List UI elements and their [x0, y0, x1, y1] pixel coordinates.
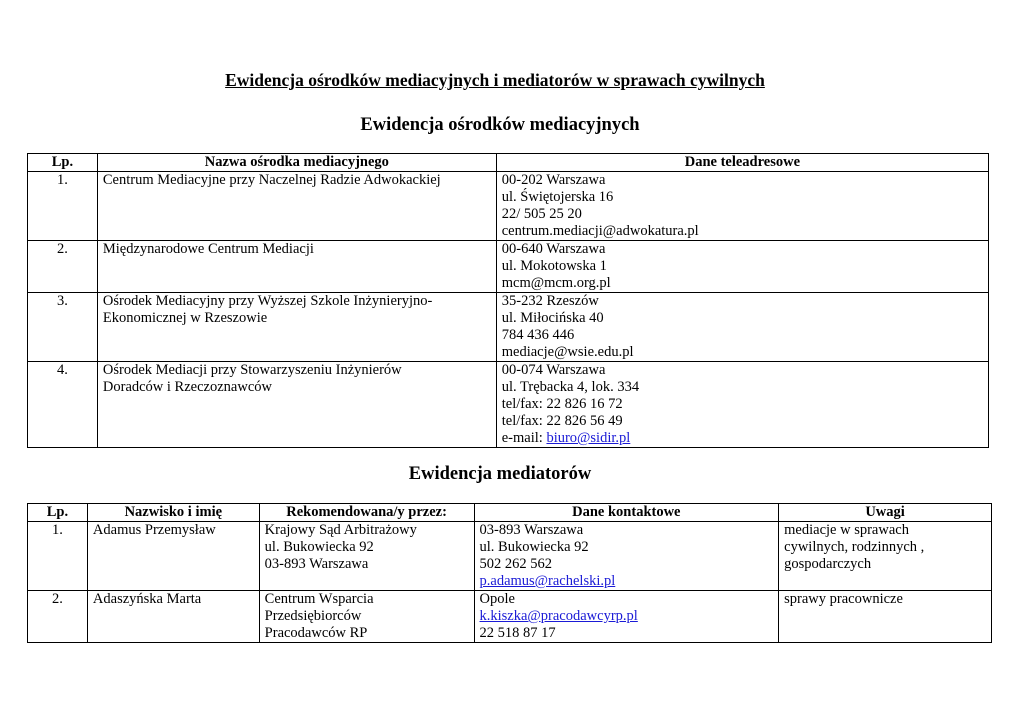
recommended-line: ul. Bukowiecka 92	[264, 539, 374, 555]
contact-line: 22 518 87 17	[479, 625, 556, 641]
header-contact-data: Dane teleadresowe	[496, 154, 988, 172]
header-notes: Uwagi	[779, 504, 992, 522]
header-center-name: Nazwa ośrodka mediacyjnego	[97, 154, 496, 172]
row-number: 1.	[28, 172, 98, 241]
table-row	[28, 172, 989, 241]
notes-line: mediacje w sprawach	[784, 522, 909, 538]
recommended-line: Pracodawców RP	[264, 625, 368, 641]
center-name-cell	[97, 172, 496, 241]
email-line	[502, 430, 983, 447]
recommended-line: 03-893 Warszawa	[264, 556, 369, 572]
contact-line: 00-074 Warszawa	[501, 362, 606, 378]
center-contact-cell	[496, 293, 988, 362]
contact-line: tel/fax: 22 826 56 49	[501, 413, 623, 429]
contact-line: centrum.mediacji@adwokatura.pl	[501, 223, 699, 239]
center-name-line: Doradców i Rzeczoznawców	[102, 379, 272, 395]
contact-line: 35-232 Rzeszów	[501, 293, 599, 309]
contact-line: ul. Mokotowska 1	[501, 258, 607, 274]
email-link[interactable]: p.adamus@rachelski.pl	[479, 573, 616, 589]
email-link[interactable]: biuro@sidir.pl	[546, 430, 631, 446]
email-prefix: e-mail:	[501, 430, 547, 446]
notes-line: cywilnych, rodzinnych ,	[784, 539, 925, 555]
table-row	[28, 522, 992, 591]
document-title: Ewidencja ośrodków mediacyjnych i mediatorów w sprawach cywilnych	[225, 70, 765, 90]
contact-line: ul. Miłocińska 40	[501, 310, 604, 326]
contact-line: 00-202 Warszawa	[501, 172, 606, 188]
contact-line: mcm@mcm.org.pl	[501, 275, 611, 291]
contact-line: mediacje@wsie.edu.pl	[501, 344, 634, 360]
row-number: 3.	[28, 293, 98, 362]
contact-line: tel/fax: 22 826 16 72	[501, 396, 623, 412]
mediator-contact-cell	[474, 591, 779, 643]
centers-section-title: Ewidencja ośrodków mediacyjnych	[360, 115, 640, 135]
header-contact-details: Dane kontaktowe	[474, 504, 779, 522]
center-name-cell	[97, 241, 496, 293]
contact-line: ul. Świętojerska 16	[501, 189, 614, 205]
contact-line: 00-640 Warszawa	[501, 241, 606, 257]
recommended-line: Krajowy Sąd Arbitrażowy	[264, 522, 417, 538]
center-name-line: Ośrodek Mediacji przy Stowarzyszeniu Inżynierów	[102, 362, 402, 378]
recommended-line: Przedsiębiorców	[264, 608, 362, 624]
recommended-line: Centrum Wsparcia	[264, 591, 374, 607]
contact-line: 22/ 505 25 20	[501, 206, 582, 222]
recommended-by-cell	[259, 522, 474, 591]
notes-line: sprawy pracownicze	[784, 591, 903, 607]
row-number: 2.	[28, 591, 88, 643]
mediator-contact-cell	[474, 522, 779, 591]
mediator-name-cell: Adamus Przemysław	[87, 522, 259, 591]
notes-cell	[779, 522, 992, 591]
header-recommended-by: Rekomendowana/y przez:	[259, 504, 474, 522]
center-name-cell	[97, 362, 496, 448]
center-contact-cell	[496, 172, 988, 241]
contact-line: Opole	[479, 591, 515, 607]
table-row	[28, 293, 989, 362]
mediators-header-row	[28, 504, 992, 522]
mediators-table	[27, 503, 992, 643]
notes-line: gospodarczych	[784, 556, 872, 572]
center-contact-cell	[496, 241, 988, 293]
center-name-line: Ośrodek Mediacyjny przy Wyższej Szkole Inżynieryjno-	[102, 293, 433, 309]
email-link[interactable]: k.kiszka@pracodawcyrp.pl	[479, 608, 638, 624]
center-name-line: Centrum Mediacyjne przy Naczelnej Radzie Adwokackiej	[102, 172, 441, 188]
centers-table	[27, 153, 989, 448]
contact-line: 784 436 446	[501, 327, 575, 343]
contact-line: 502 262 562	[479, 556, 553, 572]
row-number: 2.	[28, 241, 98, 293]
center-name-cell	[97, 293, 496, 362]
table-row	[28, 591, 992, 643]
table-row	[28, 362, 989, 448]
header-full-name: Nazwisko i imię	[87, 504, 259, 522]
center-name-line: Ekonomicznej w Rzeszowie	[102, 310, 268, 326]
row-number: 4.	[28, 362, 98, 448]
mediators-section-title: Ewidencja mediatorów	[408, 464, 592, 484]
mediator-name-cell: Adaszyńska Marta	[87, 591, 259, 643]
centers-header-row	[28, 154, 989, 172]
notes-cell	[779, 591, 992, 643]
row-number: 1.	[28, 522, 88, 591]
contact-line: ul. Trębacka 4, lok. 334	[501, 379, 640, 395]
center-contact-cell	[496, 362, 988, 448]
contact-line: ul. Bukowiecka 92	[479, 539, 589, 555]
recommended-by-cell	[259, 591, 474, 643]
center-name-line: Międzynarodowe Centrum Mediacji	[102, 241, 314, 257]
header-lp: Lp.	[28, 504, 88, 522]
table-row	[28, 241, 989, 293]
header-lp: Lp.	[28, 154, 98, 172]
contact-line: 03-893 Warszawa	[479, 522, 584, 538]
